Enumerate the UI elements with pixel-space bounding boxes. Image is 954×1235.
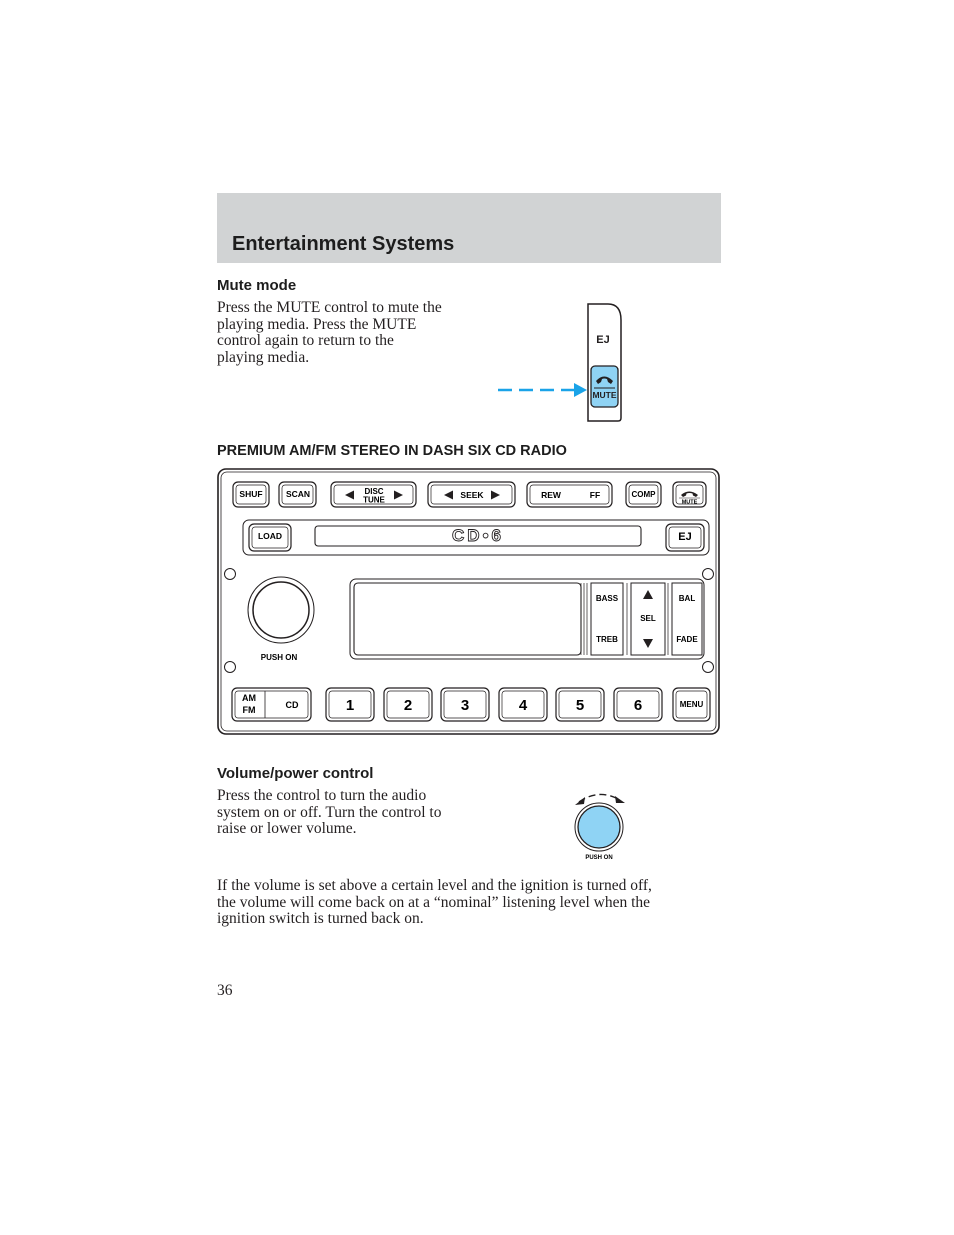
shuf-label: SHUF — [239, 489, 263, 499]
preset-label: 3 — [460, 697, 470, 714]
push-on-label: PUSH ON — [585, 855, 613, 861]
load-button[interactable] — [249, 524, 291, 551]
section-header-band — [217, 193, 721, 263]
rew-label: REW — [541, 490, 561, 500]
ff-label: FF — [589, 490, 601, 500]
comp-label: COMP — [631, 490, 656, 499]
screw — [225, 569, 236, 580]
menu-label: MENU — [679, 700, 704, 709]
mute-control-illustration — [490, 300, 630, 425]
mute-button[interactable] — [591, 366, 618, 407]
preset-button-1[interactable] — [326, 688, 374, 721]
seek-label: SEEK — [460, 490, 484, 500]
eject-button[interactable] — [666, 524, 704, 551]
push-on-label: PUSH ON — [260, 653, 298, 662]
mute-mode-heading: Mute mode — [217, 277, 297, 294]
ej-label: EJ — [596, 334, 610, 346]
mute-label: MUTE — [681, 499, 698, 506]
screw — [703, 569, 714, 580]
text-line: control again to return to the — [217, 332, 394, 349]
screw — [703, 662, 714, 673]
ej-label: EJ — [678, 531, 692, 543]
sel-label: SEL — [640, 614, 656, 623]
text-line: Press the control to turn the audio — [217, 787, 427, 804]
page-number: 36 — [217, 982, 233, 999]
scan-label: SCAN — [285, 489, 311, 499]
volume-knob[interactable] — [575, 803, 623, 851]
mute-label: MUTE — [592, 390, 617, 400]
text-line: Press the MUTE control to mute the — [217, 299, 442, 316]
cd-label: CD — [285, 700, 299, 710]
lcd-display — [354, 583, 581, 655]
text-line: playing media. — [217, 348, 310, 366]
text-line: raise or lower volume. — [217, 820, 357, 837]
bal-fade-button[interactable] — [672, 583, 702, 655]
preset-button-3[interactable] — [441, 688, 489, 721]
fm-label: FM — [242, 705, 256, 715]
preset-button-5[interactable] — [556, 688, 604, 721]
pointer-arrow — [498, 383, 587, 397]
am-fm-cd-button-group[interactable] — [232, 688, 311, 721]
preset-label: 1 — [345, 697, 355, 714]
text-line: If the volume is set above a certain level and the ignition is turned off, — [217, 877, 652, 894]
preset-label: 4 — [518, 697, 528, 714]
volume-paragraph — [217, 788, 441, 838]
screw — [225, 662, 236, 673]
rew-ff-rocker[interactable] — [527, 482, 612, 507]
preset-label: 5 — [575, 697, 585, 714]
preset-button-2[interactable] — [384, 688, 432, 721]
preset-label: 2 — [403, 697, 413, 714]
mute-mode-paragraph — [217, 300, 442, 366]
comp-button[interactable] — [626, 482, 661, 507]
bass-label: BASS — [595, 594, 619, 603]
mute-button[interactable] — [673, 482, 706, 507]
text-line: playing media. Press the MUTE — [217, 315, 417, 333]
volume-knob[interactable] — [248, 577, 314, 643]
tune-label: TUNE — [363, 495, 385, 505]
text-line: system on or off. Turn the control to — [217, 803, 442, 821]
text-line: the volume will come back on at a “nominal” listening level when the — [217, 893, 651, 911]
preset-label: 6 — [633, 697, 643, 714]
sel-rocker[interactable] — [631, 583, 665, 655]
load-label: LOAD — [257, 531, 283, 541]
preset-button-6[interactable] — [614, 688, 662, 721]
shuf-button[interactable] — [233, 482, 269, 507]
preset-button-4[interactable] — [499, 688, 547, 721]
volume-heading: Volume/power control — [217, 765, 374, 782]
radio-heading: PREMIUM AM/FM STEREO IN DASH SIX CD RADIO — [217, 443, 567, 459]
section-title: Entertainment Systems — [232, 233, 455, 255]
scan-button[interactable] — [279, 482, 316, 507]
radio-faceplate-illustration — [215, 466, 723, 738]
text-line: ignition switch is turned back on. — [217, 910, 424, 927]
seek-rocker[interactable] — [428, 482, 515, 507]
am-label: AM — [242, 693, 256, 703]
cd6-logo: CD•6 — [452, 526, 504, 545]
menu-button[interactable] — [673, 688, 710, 721]
volume-knob-illustration — [565, 785, 635, 865]
bal-label: BAL — [678, 594, 696, 603]
fade-label: FADE — [676, 635, 698, 644]
disc-label: DISC — [364, 487, 384, 496]
bass-treb-button[interactable] — [591, 583, 623, 655]
volume-note-paragraph — [217, 878, 652, 928]
treb-label: TREB — [596, 635, 618, 644]
disc-tune-rocker[interactable] — [331, 482, 416, 507]
